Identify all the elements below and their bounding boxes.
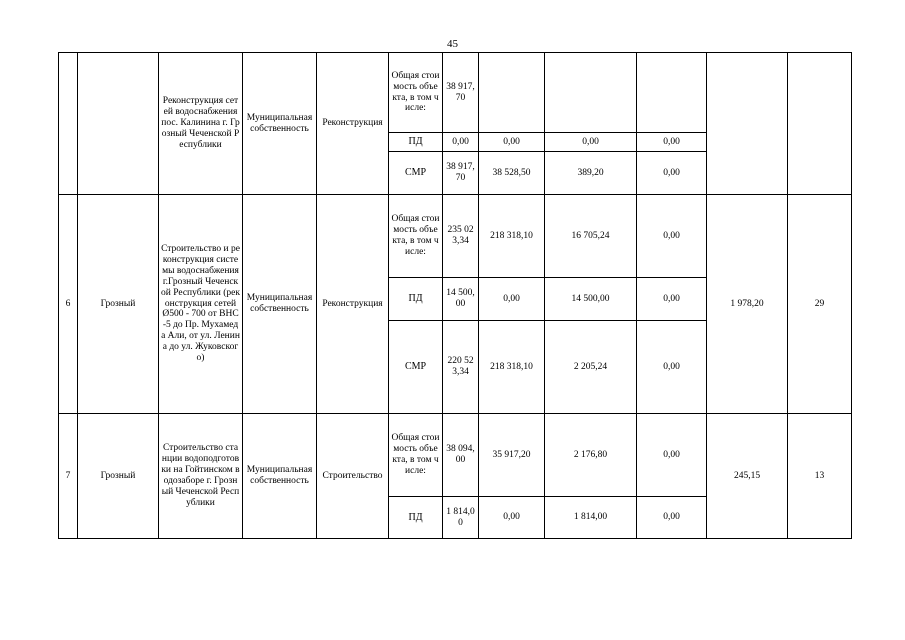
extra-value-2: 29: [788, 195, 852, 414]
city-cell: Грозный: [78, 195, 159, 414]
stage-total: 1 814,00: [443, 497, 479, 539]
work-type-cell: Реконструкция: [317, 195, 389, 414]
stage-total: 0,00: [443, 133, 479, 152]
stage-value-3: 0,00: [637, 195, 707, 278]
stage-value-1: 38 528,50: [479, 152, 545, 195]
stage-total: 38 917,70: [443, 53, 479, 133]
table-row: [59, 53, 852, 133]
work-type-cell: Строительство: [317, 414, 389, 539]
stage-value-3: 0,00: [637, 278, 707, 321]
stage-value-2: 2 205,24: [545, 321, 637, 414]
extra-value-1: [707, 53, 788, 195]
stage-value-1: 218 318,10: [479, 195, 545, 278]
stage-label: ПД: [389, 278, 443, 321]
stage-value-1: 218 318,10: [479, 321, 545, 414]
stage-label: Общая стоимость объекта, в том числе:: [389, 53, 443, 133]
stage-value-1: 0,00: [479, 133, 545, 152]
city-cell: Грозный: [78, 414, 159, 539]
stage-value-2: 14 500,00: [545, 278, 637, 321]
city-cell: [78, 53, 159, 195]
extra-value-2: [788, 53, 852, 195]
stage-value-3: 0,00: [637, 321, 707, 414]
stage-label: Общая стоимость объекта, в том числе:: [389, 195, 443, 278]
stage-value-1: [479, 53, 545, 133]
object-name-cell: Строительство станции водоподготовки на Гойтинском водозаборе г. Грозный Чеченской Республики: [159, 414, 243, 539]
stage-total: 38 917,70: [443, 152, 479, 195]
page-number: 45: [447, 38, 458, 50]
stage-label: Общая стоимость объекта, в том числе:: [389, 414, 443, 497]
row-number: 7: [59, 414, 78, 539]
stage-value-3: 0,00: [637, 133, 707, 152]
extra-value-1: 1 978,20: [707, 195, 788, 414]
stage-value-1: 35 917,20: [479, 414, 545, 497]
stage-total: 220 523,34: [443, 321, 479, 414]
stage-value-3: 0,00: [637, 414, 707, 497]
stage-value-3: 0,00: [637, 497, 707, 539]
object-name-cell: Реконструкция сетей водоснабжения пос. Калинина г. Грозный Чеченской Республики: [159, 53, 243, 195]
extra-value-1: 245,15: [707, 414, 788, 539]
extra-value-2: 13: [788, 414, 852, 539]
investment-table: [58, 52, 852, 539]
ownership-cell: Муниципальная собственность: [243, 195, 317, 414]
stage-value-2: 389,20: [545, 152, 637, 195]
stage-label: ПД: [389, 497, 443, 539]
stage-value-1: 0,00: [479, 278, 545, 321]
object-name-cell: Строительство и реконструкция системы водоснабжения г.Грозный Чеченской Республики (реконструкция сетей Ø500 - 700 от ВНС -5 до Пр. Мухамеда Али, от ул. Ленина до ул. Жуковского): [159, 195, 243, 414]
ownership-cell: Муниципальная собственность: [243, 414, 317, 539]
stage-value-2: [545, 53, 637, 133]
stage-total: 14 500,00: [443, 278, 479, 321]
row-number: 6: [59, 195, 78, 414]
table-row: [59, 195, 852, 278]
table-row: [59, 414, 852, 497]
stage-value-1: 0,00: [479, 497, 545, 539]
stage-total: 235 023,34: [443, 195, 479, 278]
row-number: [59, 53, 78, 195]
stage-value-2: 0,00: [545, 133, 637, 152]
stage-label: ПД: [389, 133, 443, 152]
stage-value-2: 1 814,00: [545, 497, 637, 539]
ownership-cell: Муниципальная собственность: [243, 53, 317, 195]
stage-label: СМР: [389, 152, 443, 195]
stage-value-2: 16 705,24: [545, 195, 637, 278]
work-type-cell: Реконструкция: [317, 53, 389, 195]
stage-total: 38 094,00: [443, 414, 479, 497]
stage-label: СМР: [389, 321, 443, 414]
stage-value-3: 0,00: [637, 152, 707, 195]
stage-value-2: 2 176,80: [545, 414, 637, 497]
stage-value-3: [637, 53, 707, 133]
